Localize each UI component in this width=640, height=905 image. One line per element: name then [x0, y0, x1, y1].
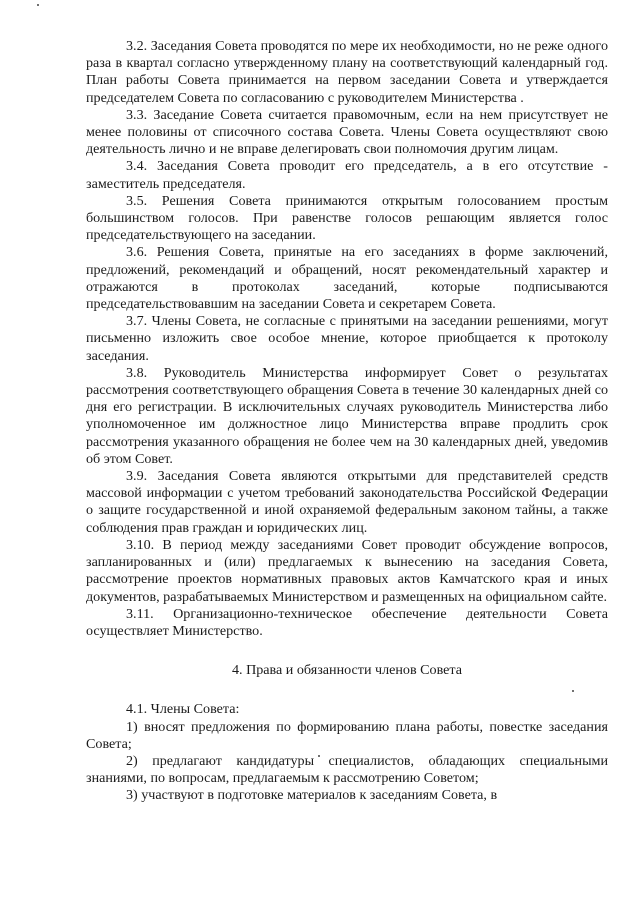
paragraph-3-2: 3.2. Заседания Совета проводятся по мере их необходимости, но не реже одного раза в квартал согласно утвержденному плану на соответствующий календарный год. План работы Совета принимается на первом заседании Совета и утверждается председателем Совета по согласованию с руководителем Министерства .: [86, 38, 608, 106]
paragraph-3-3: 3.3. Заседание Совета считается правомочным, если на нем присутствует не менее половины от списочного состава Совета. Члены Совета осуществляют свою деятельность лично и не вправе делегировать свои полномочия другим лицам.: [86, 106, 608, 158]
paragraph-3-11: 3.11. Организационно-техническое обеспечение деятельности Совета осуществляет Министерство.: [86, 605, 608, 639]
list-item-3: 3) участвуют в подготовке материалов к заседаниям Совета, в: [126, 787, 498, 804]
list-item-1: 1) вносят предложения по формированию плана работы, повестке заседания Совета;: [86, 718, 608, 752]
paragraph-3-10: 3.10. В период между заседаниями Совет проводит обсуждение вопросов, запланированных и (или) предлагаемых к вынесению на заседания Совета, рассмотрение проектов нормативных правовых актов Камчатского края и иных документов, разрабатываемых Министерством и размещенных на официальном сайте.: [86, 536, 608, 605]
document-page: [86, 38, 608, 805]
top-scan-mark: [37, 4, 39, 6]
list-item-2: 2) предлагают кандидатуры специалистов, обладающих специальными знаниями, по вопросам, предлагаемым к рассмотрению Советом;: [86, 752, 608, 787]
paragraph-3-5: 3.5. Решения Совета принимаются открытым голосованием простым большинством голосов. При равенстве голосов решающим является голос председательствующего на заседании.: [86, 192, 608, 244]
paragraph-3-6: 3.6. Решения Совета, принятые на его заседаниях в форме заключений, предложений, рекомендаций и обращений, носят рекомендательный характер и отражаются в протоколах заседаний, которые подписываются председательствовавшим на заседании Совета и секретарем Совета.: [86, 244, 608, 313]
section-title-4: 4. Права и обязанности членов Совета: [231, 662, 463, 679]
paragraph-3-8: 3.8. Руководитель Министерства информирует Совет о результатах рассмотрения соответствующего обращения Совета в течение 30 календарных дней со дня его регистрации. В исключительных случаях руководитель Министерства либо уполномоченное им должностное лицо Министерства вправе продлить срок рассмотрения указанного обращения не более чем на 30 календарных дней, уведомив об этом Совет.: [86, 364, 608, 467]
paragraph-3-9: 3.9. Заседания Совета являются открытыми для представителей средств массовой информации с учетом требований законодательства Российской Федерации о защите государственной и иной охраняемой федеральным законом тайны, а также соблюдения прав граждан и юридических лиц.: [86, 468, 608, 536]
paragraph-3-4: 3.4. Заседания Совета проводит его председатель, а в его отсутствие - заместитель председателя.: [86, 158, 608, 192]
paragraph-3-7: 3.7. Члены Совета, не согласные с принятыми на заседании решениями, могут письменно изложить свое особое мнение, которое приобщается к протоколу заседания.: [86, 313, 608, 364]
paragraph-4-1: 4.1. Члены Совета:: [126, 701, 240, 718]
